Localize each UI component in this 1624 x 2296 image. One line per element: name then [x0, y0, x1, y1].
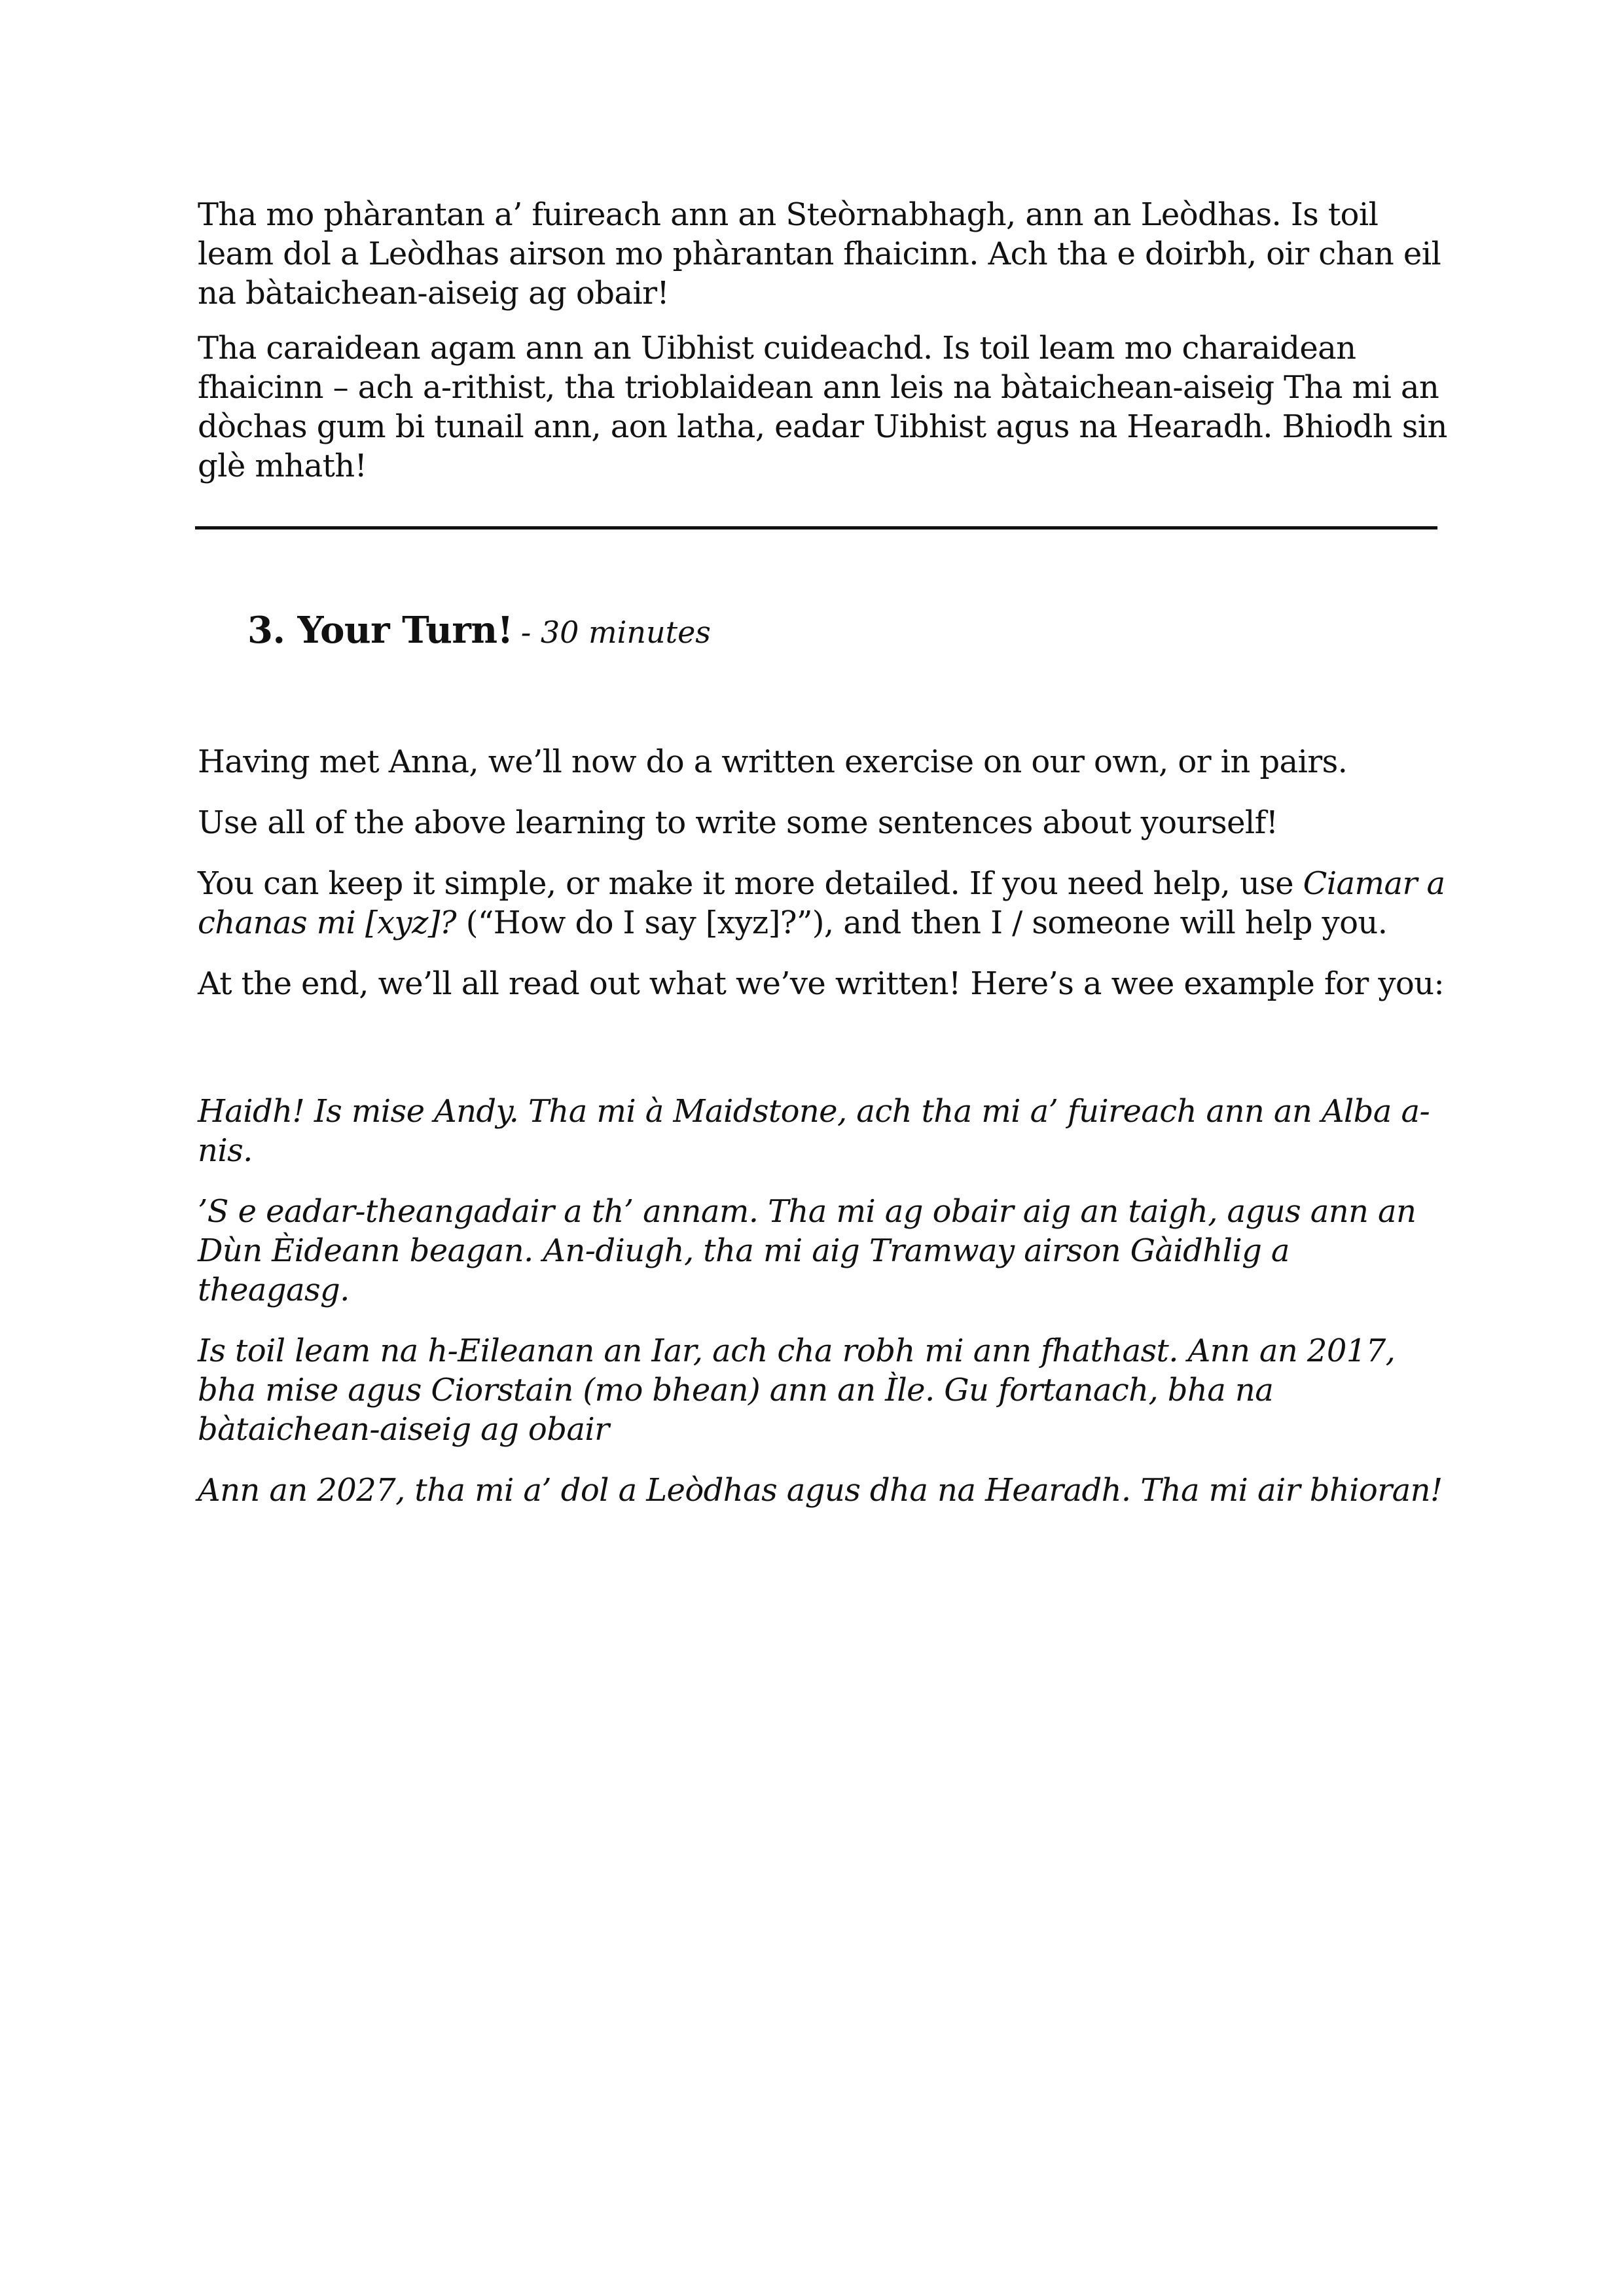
example-paragraph: Haidh! Is mise Andy. Tha mi à Maidstone, ach tha mi a’ fuireach ann an Alba a-nis.	[198, 1093, 1430, 1169]
instruction-text: (“How do I say [xyz]?”), and then I / someone will help you.	[456, 905, 1388, 941]
example-text	[198, 1092, 1448, 1532]
instruction-paragraph: At the end, we’ll all read out what we’ve written! Here’s a wee example for you:	[198, 965, 1445, 1002]
example-paragraph: ’S e eadar-theangadair a th’ annam. Tha mi ag obair aig an taigh, agus ann an Dùn Èideann beagan. An-diugh, tha mi aig Tramway airson Gàidhlig a theagasg.	[198, 1193, 1416, 1308]
intro-paragraph-friends: Tha caraidean agam ann an Uibhist cuideachd. Is toil leam mo charaidean fhaicinn – ach a-rithist, tha trioblaidean ann leis na bàtaichean-aiseig Tha mi an dòchas gum bi tunail ann, aon latha, eadar Uibhist agus na Hearadh. Bhiodh sin glè mhath!	[198, 330, 1447, 484]
instructions	[198, 742, 1448, 1025]
intro-paragraph-parents: Tha mo phàrantan a’ fuireach ann an Steòrnabhagh, ann an Leòdhas. Is toil leam dol a Leòdhas airson mo phàrantan fhaicinn. Ach tha e doirbh, oir chan eil na bàtaichean-aiseig ag obair!	[198, 196, 1441, 312]
example-paragraph: Is toil leam na h-Eileanan an Iar, ach cha robh mi ann fhathast. Ann an 2017, bha mise agus Ciorstain (mo bhean) ann an Ìle. Gu fortanach, bha na bàtaichean-aiseig ag obair	[198, 1333, 1396, 1448]
instruction-help-paragraph	[198, 864, 1448, 942]
instruction-paragraph: Use all of the above learning to write some sentences about yourself!	[198, 804, 1278, 841]
section-duration: - 30 minutes	[520, 615, 711, 650]
intro-text	[198, 195, 1448, 501]
section-title: 3. Your Turn!	[247, 609, 513, 652]
instruction-paragraph: Having met Anna, we’ll now do a written exercise on our own, or in pairs.	[198, 744, 1348, 780]
gaelic-phrase: Ciamar a chanas mi [xyz]?	[198, 865, 1445, 941]
section-divider	[195, 526, 1437, 529]
example-paragraph: Ann an 2027, tha mi a’ dol a Leòdhas agus dha na Hearadh. Tha mi air bhioran!	[198, 1472, 1443, 1509]
section-heading	[247, 609, 711, 652]
instruction-text: You can keep it simple, or make it more detailed. If you need help, use	[198, 865, 1303, 902]
